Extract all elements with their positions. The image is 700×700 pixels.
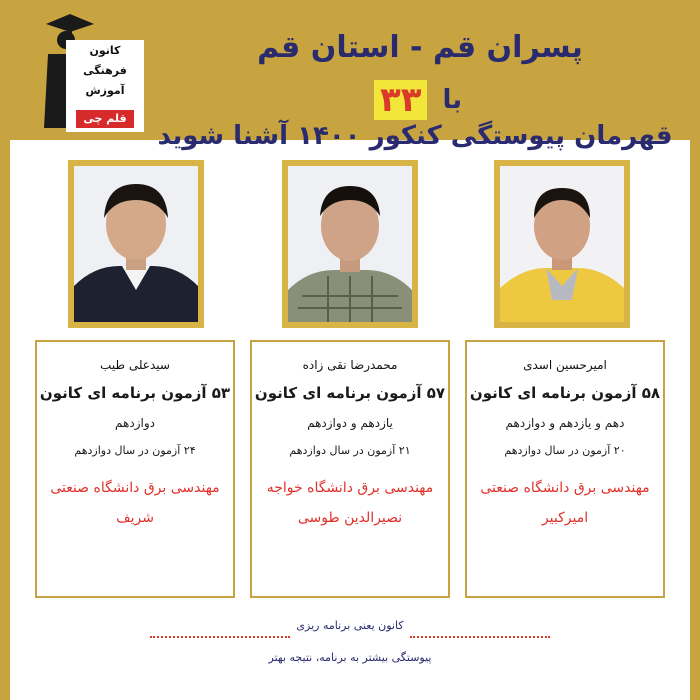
student-name: امیرحسین اسدی (523, 358, 607, 372)
student-card-3 (465, 340, 665, 598)
footer-tagline: پیوستگی بیشتر به برنامه، نتیجه بهتر (268, 651, 432, 664)
headline-prefix: با (442, 85, 463, 115)
major-line-2: امیرکبیر (541, 510, 589, 526)
headline-champions (140, 80, 690, 151)
student-photo-1 (74, 166, 198, 322)
grade-years: دهم و یازدهم و دوازدهم (505, 416, 625, 430)
exam-total: ۵۸ آزمون برنامه ای کانون (469, 384, 661, 402)
logo-line-3: آموزش (85, 84, 125, 97)
major-line-1: مهندسی برق دانشگاه خواجه (266, 480, 434, 496)
student-card-1 (35, 340, 235, 598)
photo-frame-3 (494, 160, 630, 328)
exam-total: ۵۳ آزمون برنامه ای کانون (39, 384, 231, 402)
grade-years: دوازدهم (115, 416, 155, 430)
grade-12-exams: ۲۱ آزمون در سال دوازدهم (289, 444, 411, 457)
grade-12-exams: ۲۰ آزمون در سال دوازدهم (504, 444, 626, 457)
logo-line-1: کانون (89, 44, 121, 57)
major-line-1: مهندسی برق دانشگاه صنعتی (50, 480, 220, 496)
photo-frame-1 (68, 160, 204, 328)
header-banner (0, 0, 700, 151)
logo-text-box (66, 40, 144, 132)
student-photo-3 (500, 166, 624, 322)
student-card-2 (250, 340, 450, 598)
champion-count-badge: ۳۳ (374, 80, 428, 120)
university-major (252, 473, 448, 533)
headline-city: پسران قم - استان قم (257, 30, 583, 65)
kanoon-logo (26, 10, 146, 140)
photo-frame-2 (282, 160, 418, 328)
footer-divider-right (410, 636, 550, 638)
student-name: محمدرضا نقی زاده (302, 358, 398, 372)
student-name: سیدعلی طیب (100, 358, 170, 372)
grade-years: یازدهم و دوازدهم (307, 416, 393, 430)
footer-slogan: کانون یعنی برنامه ریزی (296, 619, 404, 632)
university-major (467, 473, 663, 533)
university-major (37, 473, 233, 533)
logo-tag: قلم چی (76, 110, 134, 128)
right-gold-border (690, 140, 700, 700)
student-photo-2 (288, 166, 412, 322)
footer-divider-left (150, 636, 290, 638)
major-line-2: نصیرالدین طوسی (297, 510, 403, 526)
grade-12-exams: ۲۴ آزمون در سال دوازدهم (74, 444, 196, 457)
logo-line-2: فرهنگی (83, 64, 127, 77)
headline-suffix: قهرمان پیوستگی کنکور ۱۴۰۰ آشنا شوید (157, 120, 673, 151)
exam-total: ۵۷ آزمون برنامه ای کانون (254, 384, 446, 402)
left-gold-border (0, 140, 10, 700)
major-line-2: شریف (116, 510, 154, 526)
major-line-1: مهندسی برق دانشگاه صنعتی (480, 480, 650, 496)
